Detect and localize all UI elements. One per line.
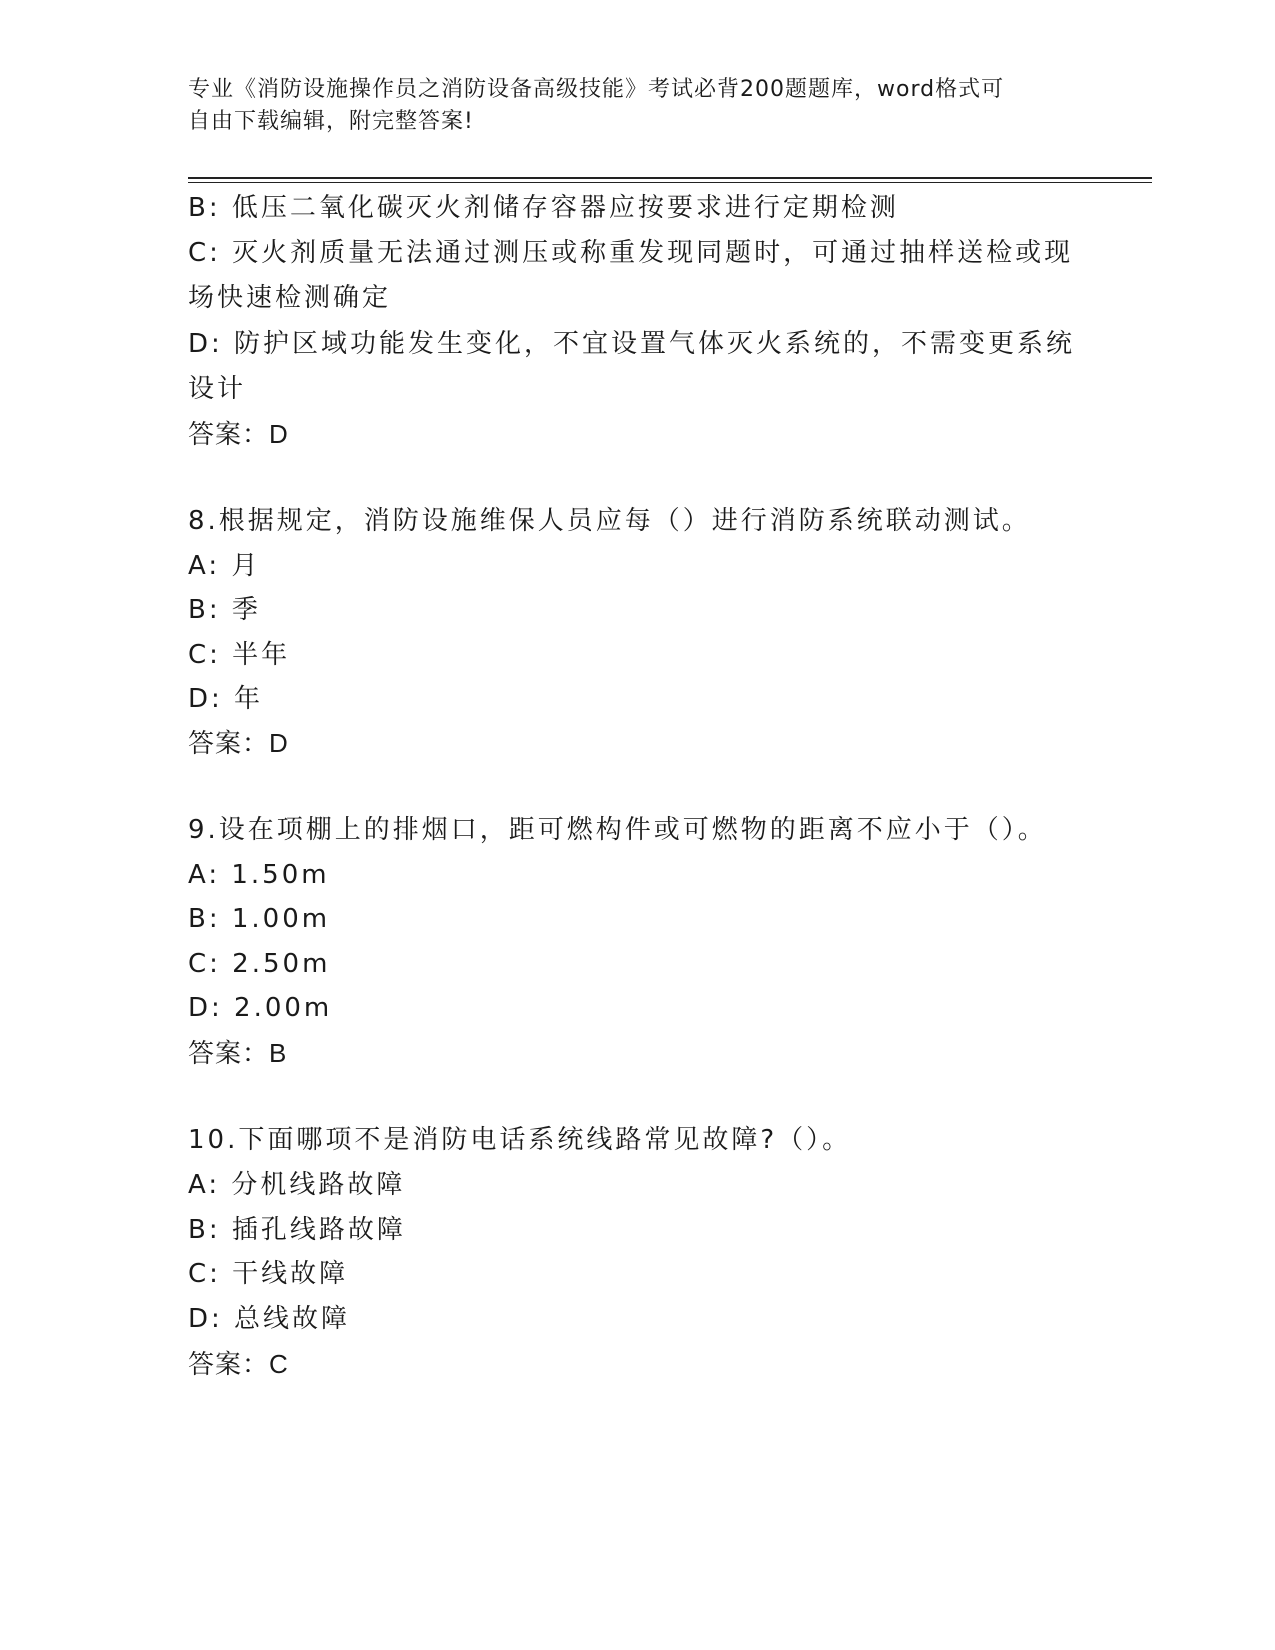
header-divider-thick	[188, 177, 1152, 179]
prev-option-c-line-1: C: 灭火剂质量无法通过测压或称重发现同题时，可通过抽样送检或现	[188, 238, 1074, 268]
question-9-option-a: A: 1.50m	[188, 860, 330, 890]
question-9-option-b: B: 1.00m	[188, 904, 331, 934]
document-header	[188, 74, 1068, 138]
question-10-option-b: B: 插孔线路故障	[188, 1215, 406, 1245]
prev-option-d-line-1: D: 防护区域功能发生变化，不宜设置气体灭火系统的，不需变更系统	[188, 329, 1076, 359]
question-10-option-a: A: 分机线路故障	[188, 1170, 406, 1200]
question-10-answer: 答案：C	[188, 1349, 289, 1379]
header-line-2: 自由下载编辑，附完整答案!	[188, 109, 474, 134]
question-8-option-d: D: 年	[188, 684, 264, 714]
header-divider-thin	[188, 182, 1152, 183]
question-8-answer: 答案：D	[188, 728, 289, 758]
question-9-option-c: C: 2.50m	[188, 949, 331, 979]
question-8-option-b: B: 季	[188, 595, 261, 625]
prev-option-b: B: 低压二氧化碳灭火剂储存容器应按要求进行定期检测	[188, 193, 899, 223]
prev-option-d-line-2: 设计	[188, 374, 247, 404]
question-9-option-d: D: 2.00m	[188, 993, 333, 1023]
question-10-option-d: D: 总线故障	[188, 1304, 351, 1334]
question-9-stem: 9.设在项棚上的排烟口，距可燃构件或可燃物的距离不应小于（）。	[188, 815, 1047, 845]
header-line-1: 专业《消防设施操作员之消防设备高级技能》考试必背200题题库，word格式可	[188, 77, 1005, 102]
prev-option-c-line-2: 场快速检测确定	[188, 283, 392, 313]
prev-answer: 答案：D	[188, 419, 289, 449]
question-10-option-c: C: 干线故障	[188, 1259, 349, 1289]
question-9-answer: 答案：B	[188, 1038, 288, 1068]
question-8-option-a: A: 月	[188, 551, 261, 581]
question-10-stem: 10.下面哪项不是消防电话系统线路常见故障?（）。	[188, 1125, 852, 1155]
question-8-option-c: C: 半年	[188, 640, 291, 670]
question-8-stem: 8.根据规定，消防设施维保人员应每（）进行消防系统联动测试。	[188, 506, 1031, 536]
